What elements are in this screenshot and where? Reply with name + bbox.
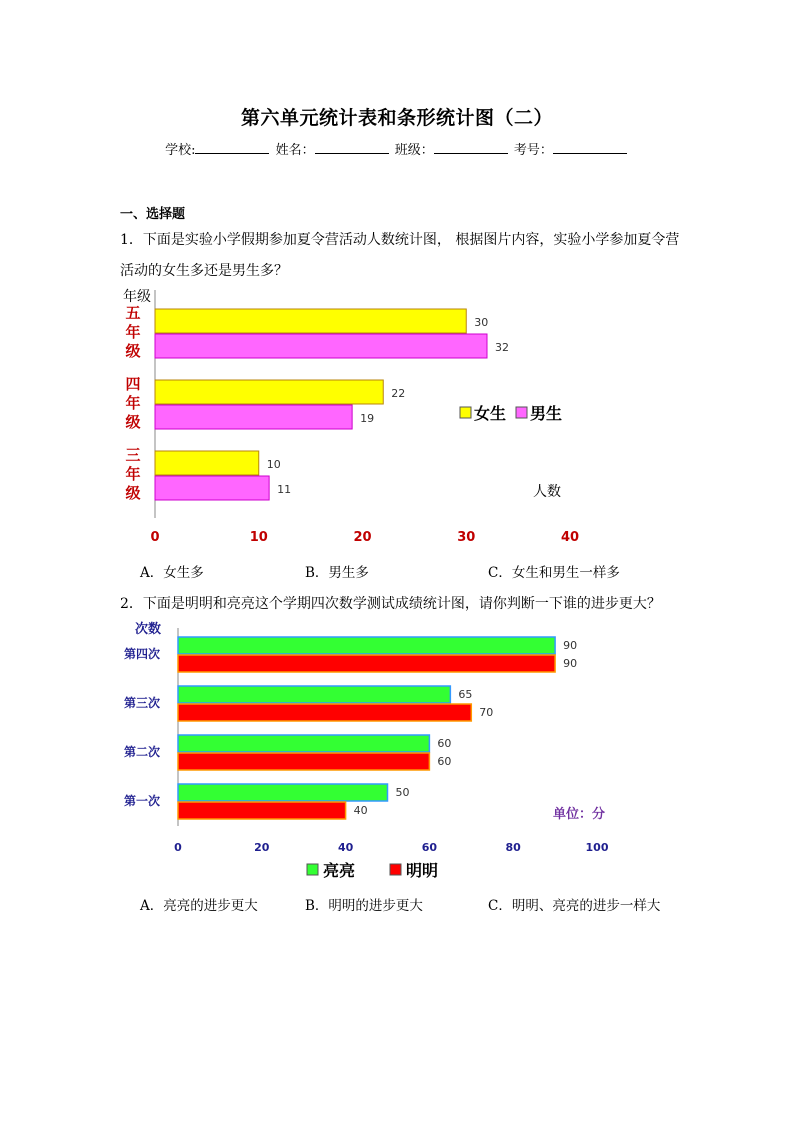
question-2-text: 2．下面是明明和亮亮这个学期四次数学测试成绩统计图，请你判断一下谁的进步更大？ bbox=[120, 596, 661, 612]
category-label: 第三次 bbox=[124, 696, 161, 710]
q2-option-a[interactable]: A．亮亮的进步更大 bbox=[140, 898, 258, 914]
school-label: 学校: bbox=[165, 143, 196, 158]
legend-label-boys: 男生 bbox=[530, 404, 563, 423]
category-label-1-char: 五 bbox=[125, 304, 141, 322]
page-title: 第六单元统计表和条形统计图（二） bbox=[240, 107, 553, 129]
data-label-亮亮-第二次: 60 bbox=[437, 737, 452, 750]
bar-明明-第四次 bbox=[178, 655, 555, 672]
category-label: 第四次 bbox=[124, 647, 161, 661]
data-label-男生-四年级: 19 bbox=[360, 412, 375, 425]
bar-亮亮-第一次 bbox=[178, 784, 388, 801]
legend-swatch-liangliang bbox=[307, 864, 318, 875]
x-tick-label: 80 bbox=[505, 841, 521, 854]
section-title: 一、选择题 bbox=[120, 207, 186, 222]
name-label: 姓名： bbox=[275, 143, 315, 158]
category-label-3-char: 年 bbox=[125, 465, 141, 483]
bar-亮亮-第四次 bbox=[178, 637, 555, 654]
question-1-text: 1．下面是实验小学假期参加夏令营活动人数统计图， 根据图片内容，实验小学参加夏令营 bbox=[120, 232, 680, 248]
legend-label-liangliang: 亮亮 bbox=[323, 861, 356, 880]
data-label-男生-三年级: 11 bbox=[277, 483, 292, 496]
category-label-2-char: 四 bbox=[125, 375, 141, 393]
x-tick-label: 60 bbox=[421, 841, 438, 854]
data-label-明明-第二次: 60 bbox=[437, 755, 452, 768]
category-label: 第一次 bbox=[124, 794, 161, 808]
class-label: 班级： bbox=[394, 143, 434, 158]
bar-明明-第三次 bbox=[178, 704, 471, 721]
data-label-男生-五年级: 32 bbox=[495, 341, 509, 354]
x-tick-label: 20 bbox=[353, 530, 372, 545]
category-label-2-char: 年 bbox=[125, 394, 141, 412]
bar-亮亮-第三次 bbox=[178, 686, 450, 703]
y-axis-label: 年级 bbox=[123, 289, 151, 305]
x-tick-label: 10 bbox=[249, 530, 268, 545]
x-axis-label: 单位：分 bbox=[553, 807, 606, 822]
x-axis-label: 人数 bbox=[533, 484, 561, 500]
question-1-text-line2: 活动的女生多还是男生多？ bbox=[120, 263, 288, 279]
y-axis-label: 次数 bbox=[135, 622, 162, 637]
x-tick-label: 0 bbox=[174, 841, 182, 854]
data-label-明明-第四次: 90 bbox=[563, 657, 578, 670]
bar-亮亮-第二次 bbox=[178, 735, 429, 752]
data-label-亮亮-第四次: 90 bbox=[563, 639, 578, 652]
x-tick-label: 0 bbox=[150, 530, 160, 545]
category-label: 第二次 bbox=[124, 745, 161, 759]
q2-option-b[interactable]: B．明明的进步更大 bbox=[305, 898, 423, 914]
x-tick-label: 40 bbox=[560, 530, 580, 545]
category-label-1-char: 年 bbox=[125, 323, 141, 341]
data-label-亮亮-第一次: 50 bbox=[395, 786, 410, 799]
x-tick-label: 40 bbox=[337, 841, 354, 854]
x-tick-label: 100 bbox=[585, 841, 609, 854]
x-tick-label: 30 bbox=[457, 530, 476, 545]
data-label-明明-第三次: 70 bbox=[479, 706, 494, 719]
category-label-3-char: 三 bbox=[125, 446, 141, 464]
data-label-女生-五年级: 30 bbox=[474, 316, 489, 329]
q1-option-b[interactable]: B．男生多 bbox=[305, 565, 369, 581]
data-label-明明-第一次: 40 bbox=[353, 804, 368, 817]
legend-label-mingming: 明明 bbox=[406, 861, 439, 880]
q1-option-c[interactable]: C．女生和男生一样多 bbox=[488, 565, 620, 581]
data-label-女生-三年级: 10 bbox=[266, 458, 281, 471]
legend-swatch-mingming bbox=[390, 864, 401, 875]
exam-no-label: 考号： bbox=[513, 143, 553, 158]
data-label-亮亮-第三次: 65 bbox=[458, 688, 473, 701]
category-label-2-char: 级 bbox=[125, 413, 141, 431]
q1-option-a[interactable]: A．女生多 bbox=[140, 565, 204, 581]
bar-明明-第一次 bbox=[178, 802, 346, 819]
data-label-女生-四年级: 22 bbox=[391, 387, 406, 400]
q2-option-c[interactable]: C．明明、亮亮的进步一样大 bbox=[488, 898, 661, 914]
category-label-1-char: 级 bbox=[125, 342, 141, 360]
bar-明明-第二次 bbox=[178, 753, 429, 770]
legend-label-girls: 女生 bbox=[474, 404, 507, 423]
category-label-3-char: 级 bbox=[125, 484, 141, 502]
x-tick-label: 20 bbox=[254, 841, 270, 854]
